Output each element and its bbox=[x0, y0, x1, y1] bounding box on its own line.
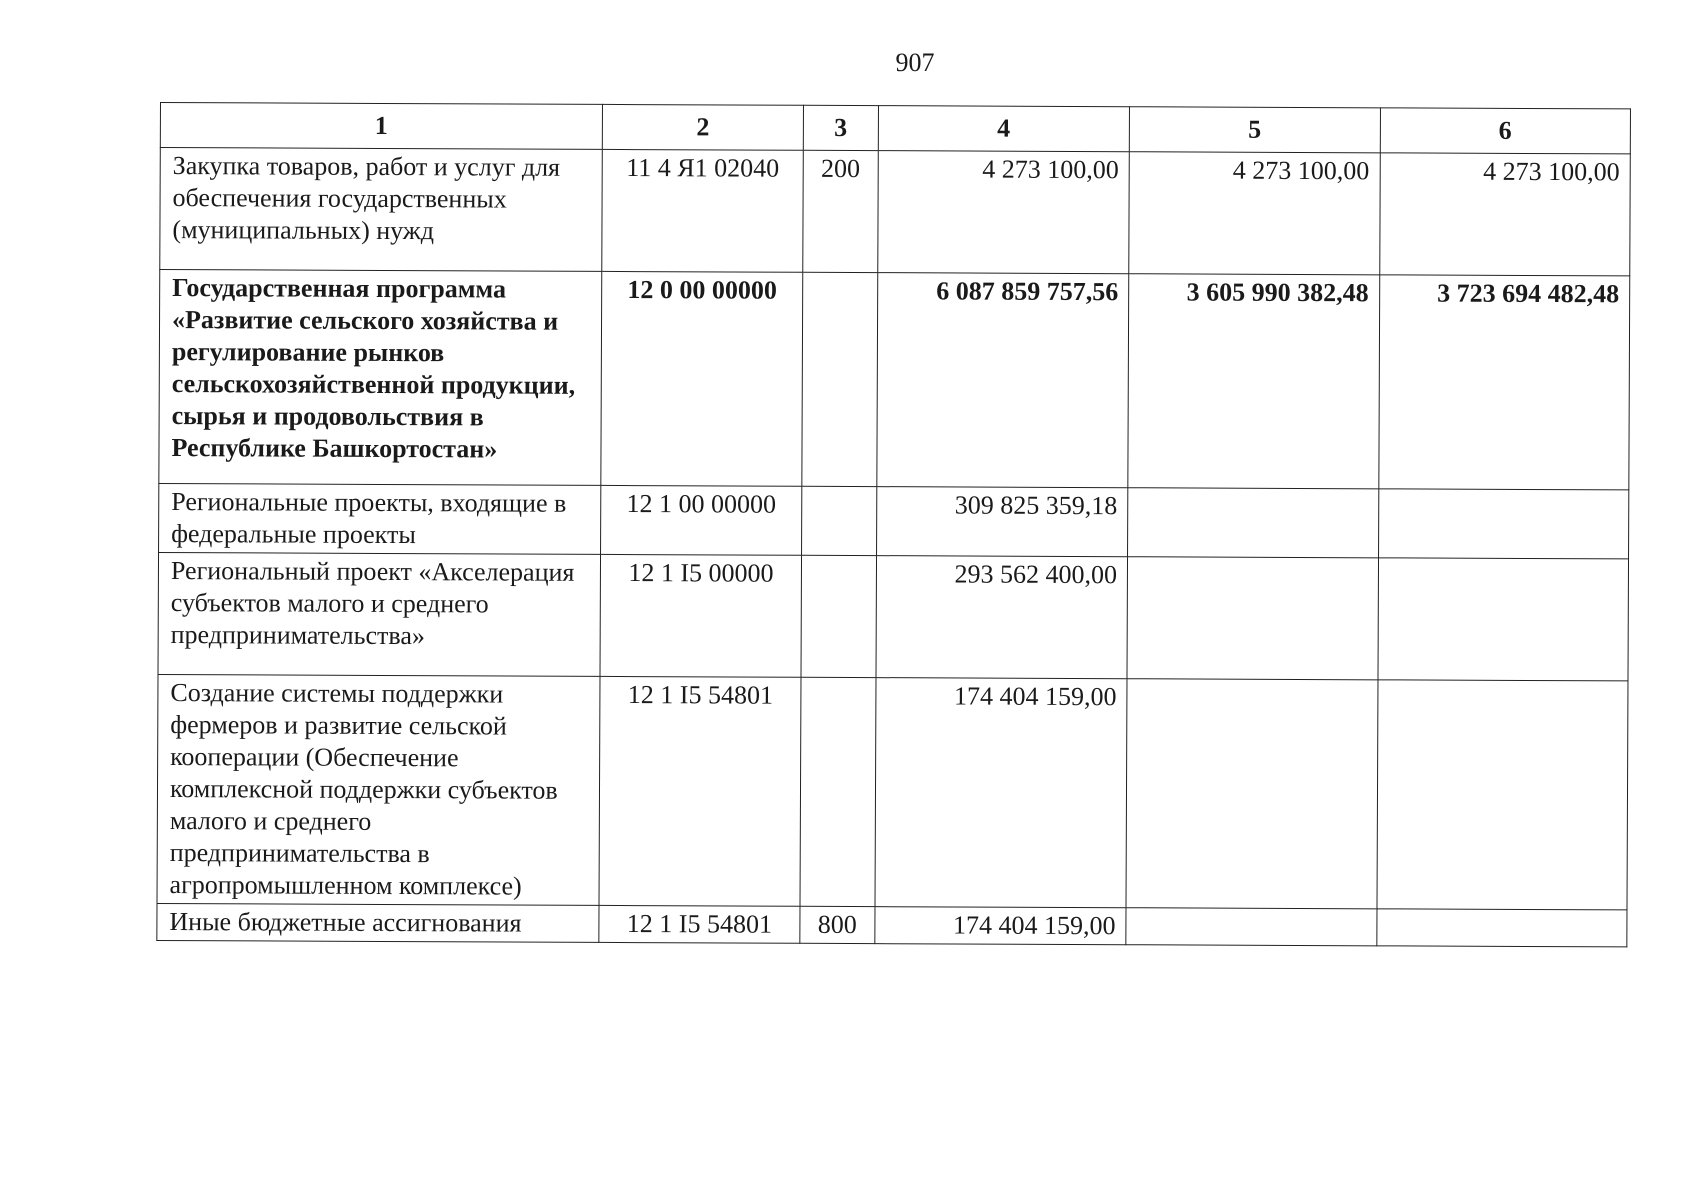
row-code: 12 0 00 00000 bbox=[601, 271, 803, 486]
row-value-5 bbox=[1126, 908, 1377, 946]
row-value-5: 4 273 100,00 bbox=[1129, 152, 1380, 275]
row-code: 12 1 I5 00000 bbox=[600, 554, 802, 677]
row-type bbox=[801, 555, 876, 677]
table-row bbox=[157, 903, 1627, 946]
table-row bbox=[159, 483, 1629, 558]
row-value-4: 174 404 159,00 bbox=[874, 907, 1126, 945]
page-number: 907 bbox=[895, 48, 935, 77]
row-type bbox=[800, 677, 875, 906]
row-value-6: 3 723 694 482,48 bbox=[1378, 275, 1629, 490]
row-value-4: 6 087 859 757,56 bbox=[876, 273, 1128, 488]
row-name: Создание системы поддержки фермеров и развитие сельской кооперации (Обеспечение комплексной поддержки субъектов малого и среднего предпринимательства в агропромышленном комплексе) bbox=[157, 674, 600, 905]
table-row bbox=[160, 148, 1631, 276]
table-header-row bbox=[160, 103, 1630, 154]
header-col-6: 6 bbox=[1380, 108, 1631, 154]
row-value-6 bbox=[1376, 909, 1627, 947]
row-value-4: 4 273 100,00 bbox=[877, 151, 1129, 274]
row-value-4: 309 825 359,18 bbox=[876, 487, 1128, 557]
row-code: 12 1 I5 54801 bbox=[599, 905, 800, 943]
row-value-6 bbox=[1377, 680, 1628, 910]
row-value-5 bbox=[1127, 557, 1378, 680]
row-code: 11 4 Я1 02040 bbox=[602, 149, 804, 272]
row-type bbox=[802, 272, 877, 486]
table-row bbox=[159, 270, 1630, 490]
row-code: 12 1 00 00000 bbox=[600, 485, 802, 555]
row-code: 12 1 I5 54801 bbox=[599, 676, 801, 906]
header-col-5: 5 bbox=[1129, 107, 1380, 153]
row-name: Региональный проект «Акселерация субъектов малого и среднего предпринимательства» bbox=[158, 552, 600, 676]
row-type: 200 bbox=[803, 150, 878, 272]
row-value-6 bbox=[1378, 558, 1629, 681]
row-value-4: 293 562 400,00 bbox=[875, 556, 1127, 679]
row-name: Закупка товаров, работ и услуг для обеспечения государственных (муниципальных) нужд bbox=[160, 148, 602, 272]
header-col-3: 3 bbox=[803, 105, 878, 150]
row-value-5: 3 605 990 382,48 bbox=[1128, 274, 1379, 489]
header-col-1: 1 bbox=[160, 103, 602, 150]
budget-table bbox=[156, 102, 1631, 947]
row-type: 800 bbox=[800, 906, 875, 943]
row-value-5 bbox=[1128, 488, 1379, 558]
row-value-5 bbox=[1126, 679, 1377, 909]
row-value-6 bbox=[1378, 489, 1629, 559]
row-type bbox=[802, 486, 877, 555]
table-row bbox=[157, 674, 1628, 909]
header-col-4: 4 bbox=[878, 106, 1130, 152]
table-row bbox=[158, 552, 1629, 680]
row-name: Государственная программа «Развитие сельского хозяйства и регулирование рынков сельскохозяйственной продукции, сырья и продовольствия в Республике Башкортостан» bbox=[159, 270, 602, 486]
row-value-4: 174 404 159,00 bbox=[874, 678, 1127, 908]
row-name: Региональные проекты, входящие в федеральные проекты bbox=[159, 483, 601, 554]
header-col-2: 2 bbox=[602, 104, 803, 150]
row-name: Иные бюджетные ассигнования bbox=[157, 903, 599, 942]
row-value-6: 4 273 100,00 bbox=[1379, 153, 1630, 276]
